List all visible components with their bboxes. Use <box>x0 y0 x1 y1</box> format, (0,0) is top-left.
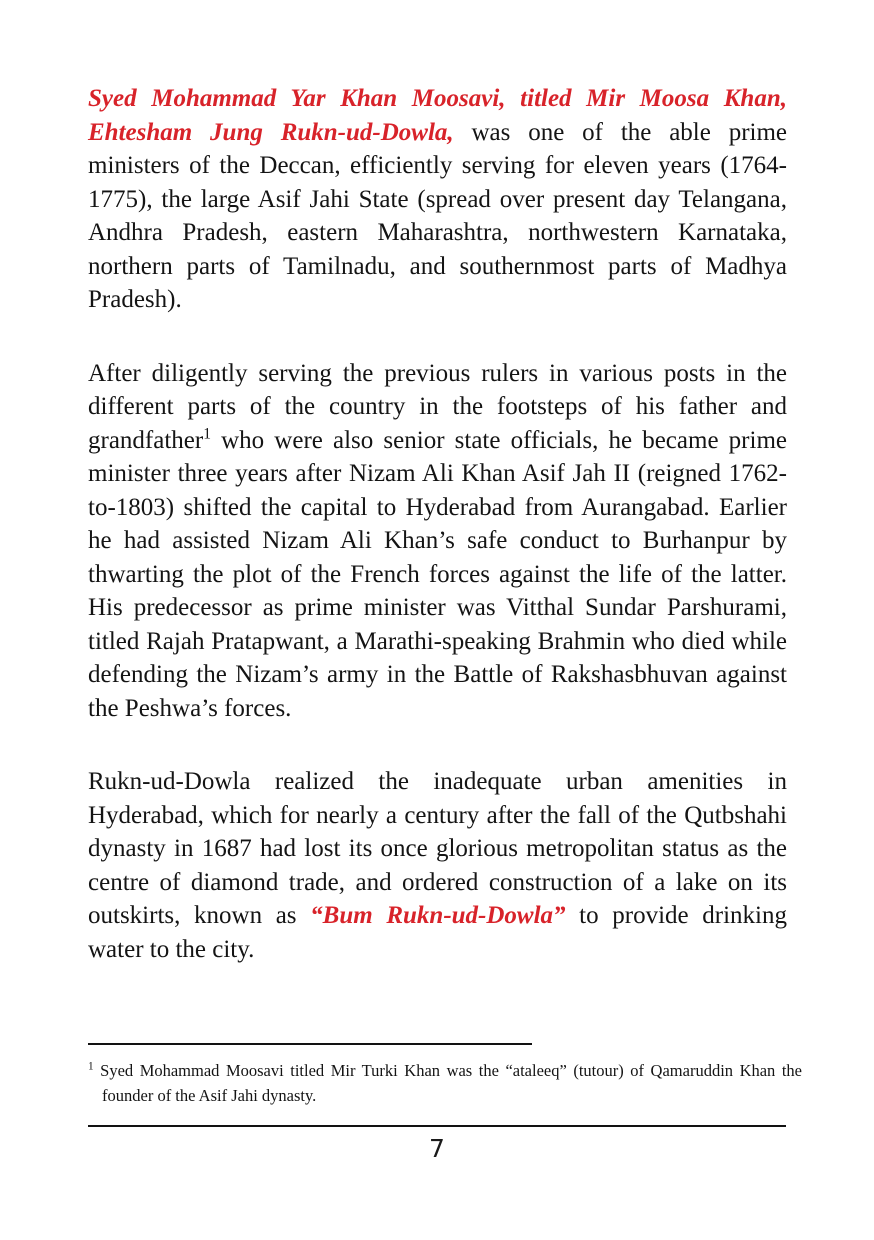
page-body-text <box>88 82 787 966</box>
person-name-highlight: Syed Mohammad Yar Khan Moosavi, titled Mir Moosa Khan, Ehtesham Jung Rukn-ud-Dowla, <box>88 85 787 146</box>
paragraph-lake-text-start: Rukn-ud-Dowla realized the inadequate urban amenities in Hyderabad, which for nearly a century after the fall of the Qutbshahi dynasty in 1687 had lost its once glorious metropolitan status as the centre of diamond trade, and ordered construction of a lake on its outskirts, known as <box>88 768 787 929</box>
paragraph-career <box>88 357 787 726</box>
footnote-text: Syed Mohammad Moosavi titled Mir Turki Khan was the “ataleeq” (tutour) of Qamaruddin Khan the founder of the Asif Jahi dynasty. <box>100 1061 803 1105</box>
paragraph-intro-text: was one of the able prime ministers of the Deccan, efficiently serving for eleven years (1764-1775), the large Asif Jahi State (spread over present day Telangana, Andhra Pradesh, eastern Maharashtra, northwestern Karnataka, northern parts of Tamilnadu, and southernmost parts of Madhya Pradesh). <box>88 118 788 313</box>
lake-name-highlight: “Bum Rukn-ud-Dowla” <box>310 902 566 929</box>
footnote <box>88 1059 802 1108</box>
footnote-marker: 1 <box>88 1060 94 1073</box>
paragraph-lake-text-end: to provide drinking water to the city. <box>88 902 787 963</box>
paragraph-intro <box>88 82 787 317</box>
paragraph-lake <box>88 765 787 966</box>
footnote-reference: 1 <box>203 425 211 443</box>
page-number: 7 <box>429 1134 445 1163</box>
footnote-separator <box>88 1043 532 1045</box>
paragraph-career-text-end: who were also senior state officials, he became prime minister three years after Nizam Ali Khan Asif Jah II (reigned 1762-to-1803) shifted the capital to Hyderabad from Aurangabad. Earlier he had assisted Nizam Ali Khan’s safe conduct to Burhanpur by thwarting the plot of the French forces against the life of the latter. His predecessor as prime minister was Vitthal Sundar Parshurami, titled Rajah Pratapwant, a Marathi-speaking Brahmin who died while defending the Nizam’s army in the Battle of Rakshasbhuvan against the Peshwa’s forces. <box>88 426 787 722</box>
footer-rule <box>88 1125 786 1127</box>
paragraph-career-text-start: After diligently serving the previous rulers in various posts in the different parts of the country in the footsteps of his father and grandfather <box>88 359 787 454</box>
